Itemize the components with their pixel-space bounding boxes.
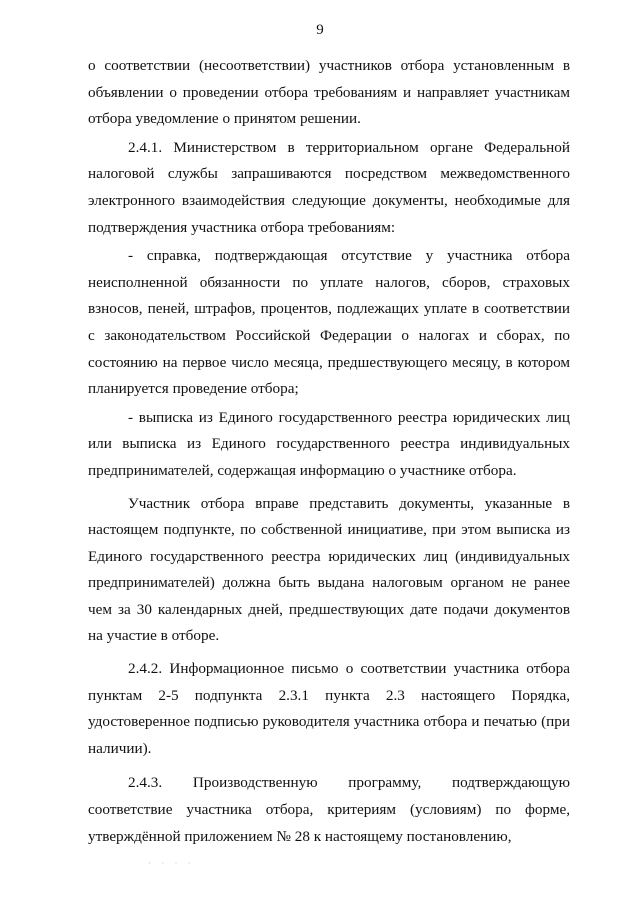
list-item-register-extract: - выписка из Единого государственного реестра юридических лиц или выписка из Единого государственного реестра индивидуальных предпринимателей, содержащая информацию о участнике отбора. <box>88 408 570 479</box>
document-body <box>88 53 570 850</box>
list-item-tax-certificate: - справка, подтверждающая отсутствие у участника отбора неисполненной обязанности по уплате налогов, сборов, страховых взносов, пеней, штрафов, процентов, подлежащих уплате в соответствии с законодательством Российской Федерации о налогах и сборах, по состоянию на первое число месяца, предшествующего месяцу, в котором планируется проведение отбора; <box>88 247 570 398</box>
paragraph-2-4-2: 2.4.2. Информационное письмо о соответствии участника отбора пунктам 2-5 подпункта 2.3.1 пункта 2.3 настоящего Порядка, удостоверенное подписью руководителя участника отбора и печатью (при наличии). <box>88 660 570 757</box>
paragraph-participant-right: Участник отбора вправе представить документы, указанные в настоящем подпункте, по собственной инициативе, при этом выписка из Единого государственного реестра юридических лиц (индивидуальных предпринимателей) должна быть выдана налоговым органом не ранее чем за 30 календарных дней, предшествующих дате подачи документов на участие в отборе. <box>88 494 570 645</box>
paragraph-2-4-1: 2.4.1. Министерством в территориальном органе Федеральной налоговой службы запрашиваются посредством межведомственного электронного взаимодействия следующие документы, необходимые для подтверждения участника отбора требованиям: <box>88 138 570 236</box>
page-number: 9 <box>316 22 324 38</box>
paragraph-2-4-3: 2.4.3. Производственную программу, подтверждающую соответствие участника отбора, критериям (условиям) по форме, утверждённой приложением № 28 к настоящему постановлению, <box>88 774 570 845</box>
paragraph-continuation: о соответствии (несоответствии) участников отбора установленным в объявлении о проведении отбора требованиям и направляет участникам отбора уведомление о принятом решении. <box>88 57 570 128</box>
scan-artifact: · · · · <box>148 858 195 868</box>
